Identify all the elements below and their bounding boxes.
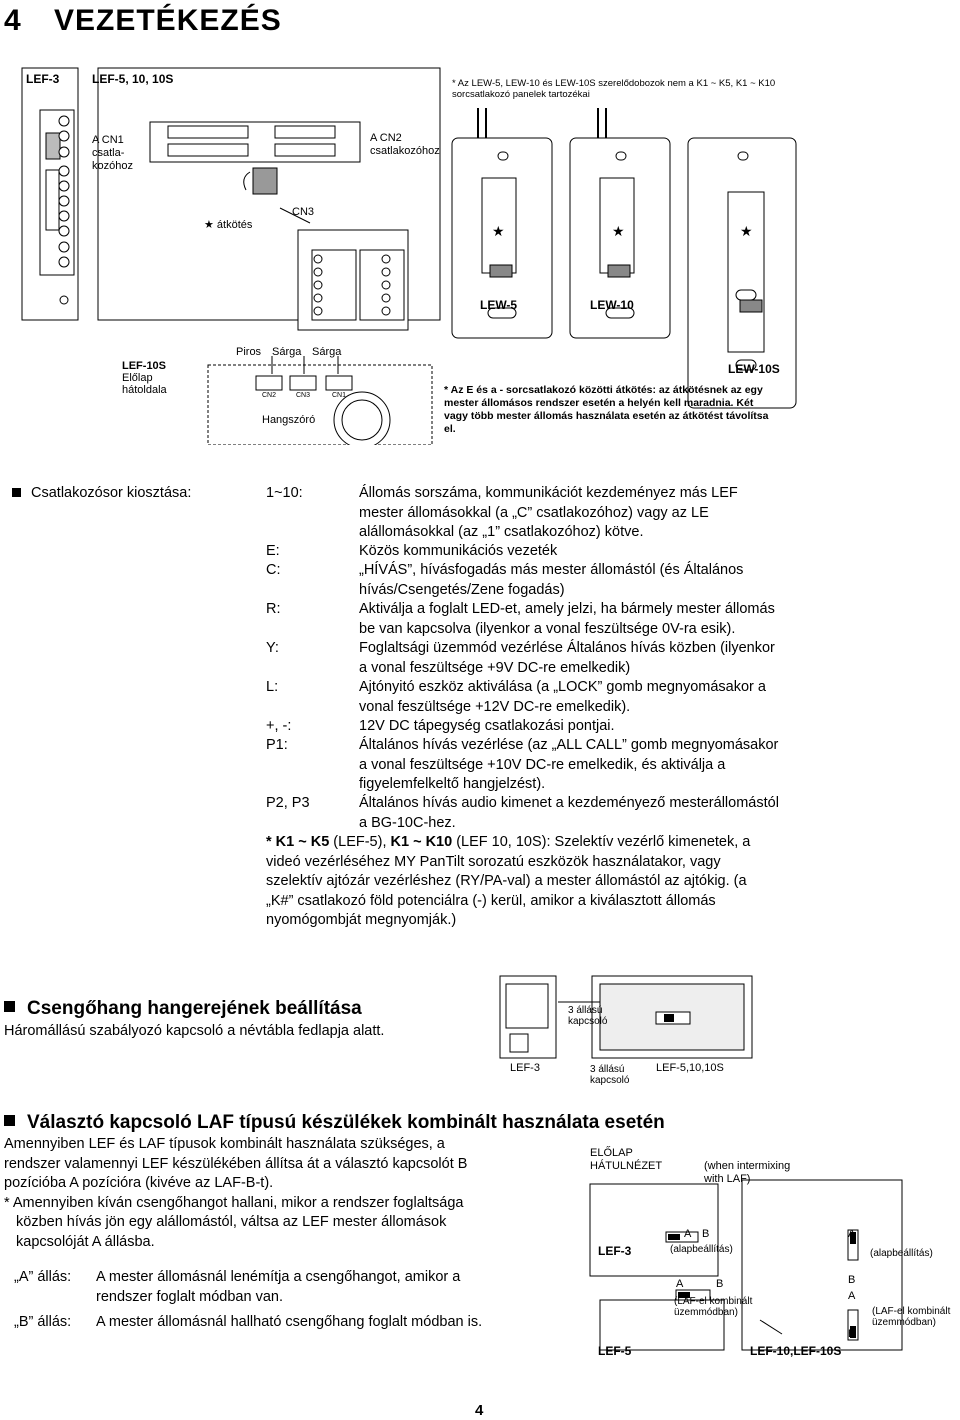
label-lef5: LEF-5, 10, 10S (92, 72, 174, 86)
volume-switch-diagram (496, 974, 756, 1074)
label-cn3: CN3 (296, 392, 311, 399)
sel-alap-1: (alapbeállítás) (670, 1244, 733, 1255)
svg-text:★: ★ (612, 223, 625, 239)
sel-a-3: A (676, 1278, 684, 1290)
vol-caption-1: 3 állású kapcsoló (568, 1005, 608, 1027)
volume-heading: Csengőhang hangerejének beállítása (4, 998, 362, 1020)
page-number: 4 (475, 1402, 484, 1419)
vol-lef5: LEF-5,10,10S (656, 1062, 724, 1074)
sel-b-2: B (848, 1274, 856, 1286)
pin-table: 1~10: Állomás sorszáma, kommunikációt kezdeményez más LEF mester állomásokkal (a „C” csatlakozóhoz) vagy az LE alállomásokkal (az „1” csatlakozóhoz) kötve. E: Közös kommunikációs vezeték C: „HÍVÁS”, hívásfogadás más mester állomástól (és Általános hívás/Csengetés/Zene fogadás) R: Aktiválja a foglalt LED-et, amely jelzi, ha bármely mester állomás be van kapcsolva (ilyenkor a vonal feszültsége 0V-ra esik). Y: Foglaltsági üzemmód vezérlése Általános hívás közben (ilyenkor a vonal feszültsége +9V DC-re emelkedik) L: Ajtónyitó eszköz aktiválása (a „LOCK” gomb megnyomásakor a vonal feszültsége +12V DC-re emelkedik). +, -: 12V DC tápegység csatlakozási pontjai. P1: Általános hívás vezérlése (az „ALL CALL” gomb megnyomásakor a vonal feszültsége +10V DC-re emelkedik, és aktiválja a figyelemfelkeltő hangjelzést). P2, P3 Általános hívás audio kimenet a kezdeményező mesterállomástól a BG-10C-hez. * K1 ~ K5 (LEF-5), K1 ~ K10 (LEF 10, 10S): Szelektív vezérlő kimenetek, a videó vezérléséhez MY PanTilt sorozatú eszközök használatakor, vagy szelektív ajtózár vezérléshez (RY/PA-val) a mester állomástól az ajtókig. (a „K#” csatlakozó föld potenciálra (-) kerül, amikor a kiválasztott állomás nyomógombját megnyomják.) (266, 485, 779, 928)
pin-heading: Csatlakozósor kiosztása: (12, 484, 191, 504)
wire-sarga-2: Sárga (312, 346, 342, 358)
page-title: VEZETÉKEZÉS (54, 4, 282, 37)
selector-text: Amennyiben LEF és LAF típusok kombinált használata szükséges, a rendszer valamennyi LEF készülékében állítsa át a választó kapcsolót B pozícióba A pozícióra (kivéve az LAF-B-t). * Amennyiben kíván csengőhangot hallani, mikor a rendszer foglaltsága közben hívás jön egy alállomástól, váltsa az LEF mester állomások kapcsolóját A állásba. (4, 1136, 468, 1250)
sel-a-1: A (684, 1228, 692, 1240)
sel-b-4: B (848, 1328, 856, 1340)
sel-fig-title: ELŐLAP HÁTULNÉZET (590, 1147, 663, 1172)
vol-lef3: LEF-3 (510, 1062, 540, 1074)
cn1-caption: A CN1 csatla- kozóhoz (92, 134, 133, 172)
sel-laf-1: (LAF-el kombinált üzemmódban) (674, 1296, 753, 1318)
sel-alap-2: (alapbeállítás) (870, 1248, 933, 1259)
lew-note: * Az LEW-5, LEW-10 és LEW-10S szerelődobozok nem a K1 ~ K5, K1 ~ K10 sorcsatlakozó panelek tartozékai (452, 78, 776, 100)
label-cn1: CN1 (332, 392, 347, 399)
sel-b-1: B (702, 1228, 710, 1240)
vol-caption-2: 3 állású kapcsoló (590, 1064, 630, 1086)
wire-sarga-1: Sárga (272, 346, 302, 358)
svg-text:★: ★ (492, 223, 505, 239)
jumper-note: * Az E és a - sorcsatlakozó közötti átkötés: az átkötésnek az egy mester állomásos rendszer esetén a helyén kell maradnia. Két vagy több mester állomás használata esetén az átkötést távolítsa el. (444, 384, 769, 435)
label-hangszoro: Hangszóró (262, 414, 316, 426)
sel-lef3: LEF-3 (598, 1244, 632, 1258)
svg-text:★: ★ (740, 223, 753, 239)
atkotes-label: ★ átkötés (204, 219, 253, 231)
label-cn2: CN2 (262, 392, 277, 399)
selector-positions: „A” állás: A mester állomásnál lenémítja a csengőhangot, amikor a rendszer foglalt módban van. „B” állás: A mester állomásnál hallható csengőhang foglalt módban is. (14, 1269, 483, 1330)
sel-lef5: LEF-5 (598, 1344, 632, 1358)
sel-fig-when: (when intermixing with LAF) (704, 1160, 791, 1185)
selector-heading: Választó kapcsoló LAF típusú készülékek kombinált használata esetén (4, 1112, 665, 1134)
sel-a-2: A (848, 1228, 856, 1240)
cn3-caption: CN3 (292, 206, 315, 218)
label-lew10s: LEW-10S (728, 362, 780, 376)
wire-piros: Piros (236, 346, 262, 358)
sel-lef10: LEF-10,LEF-10S (750, 1344, 842, 1358)
label-lew10: LEW-10 (590, 298, 634, 312)
cn2-caption: A CN2 csatlakozóhoz (370, 132, 440, 157)
label-lef3: LEF-3 (26, 72, 60, 86)
sel-a-4: A (848, 1290, 856, 1302)
lef10s-caption: LEF-10S Előlap hátoldala (122, 360, 167, 396)
label-lew5: LEW-5 (480, 298, 518, 312)
volume-text: Háromállású szabályozó kapcsoló a névtábla fedlapja alatt. (4, 1023, 385, 1039)
sel-laf-2: (LAF-el kombinált üzemmódban) (872, 1306, 951, 1328)
sel-b-3: B (716, 1278, 724, 1290)
chapter-number: 4 (4, 4, 22, 37)
